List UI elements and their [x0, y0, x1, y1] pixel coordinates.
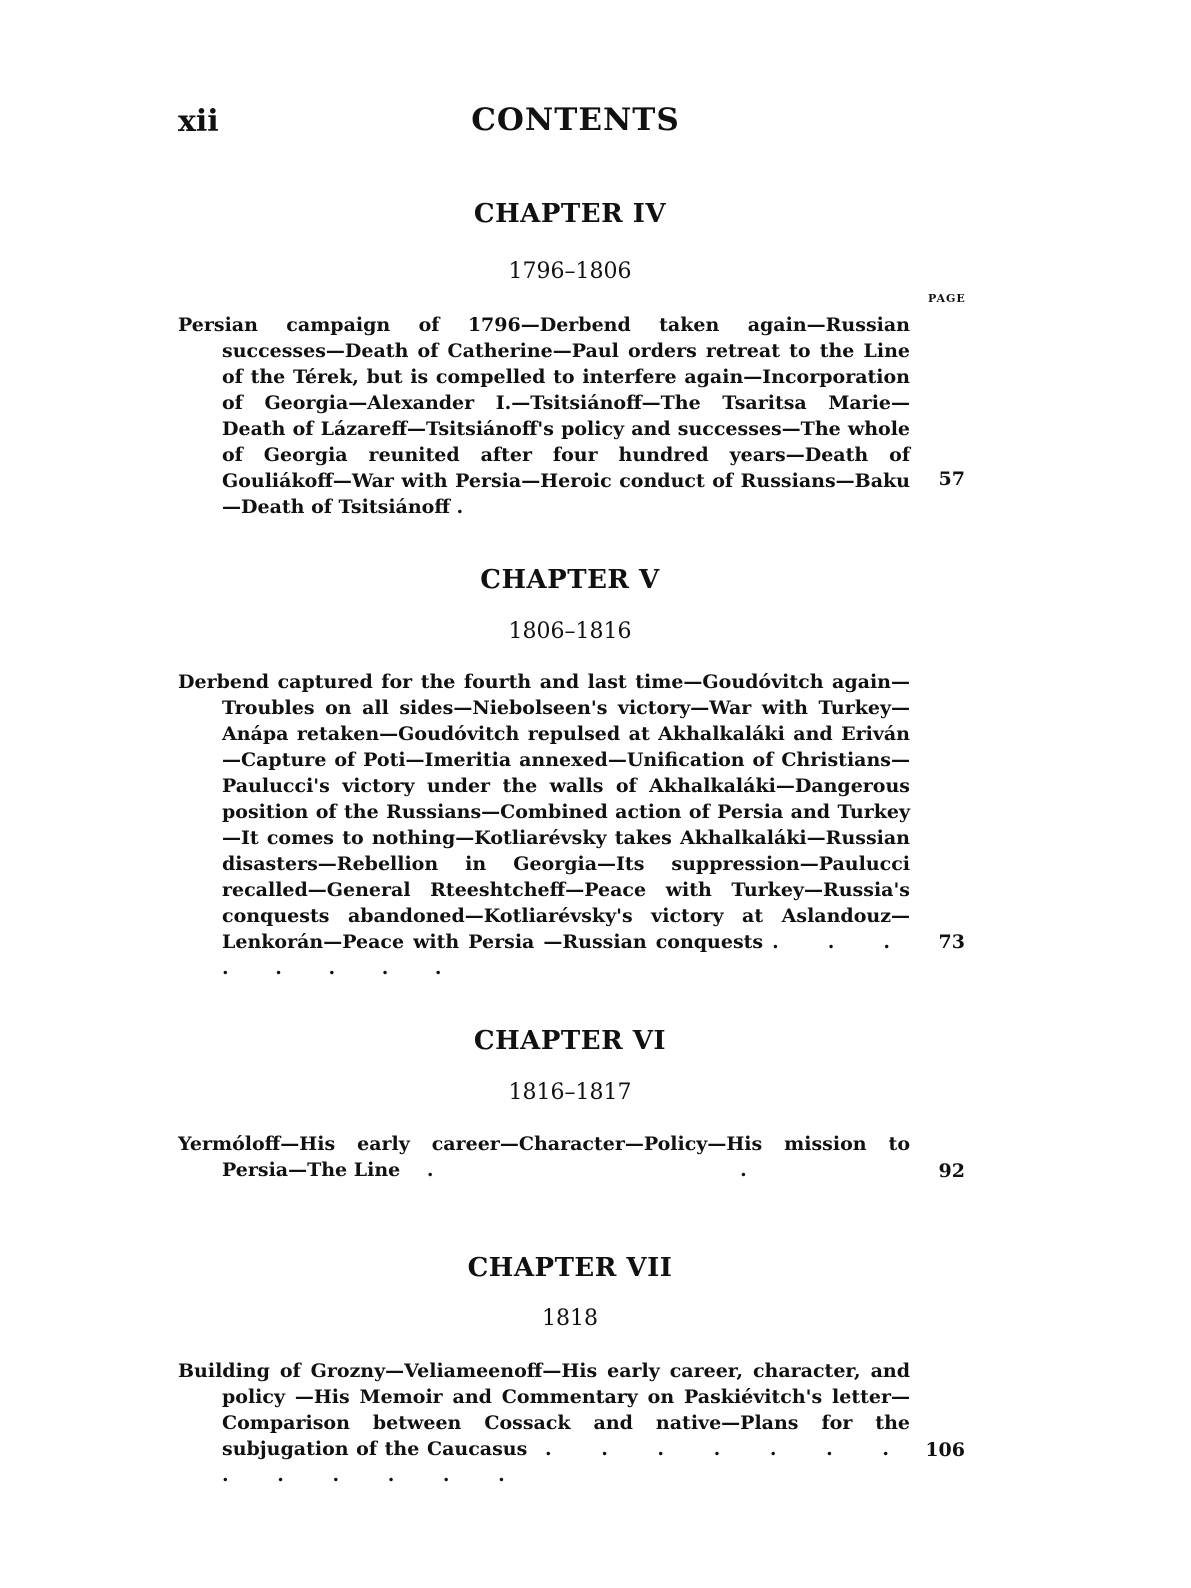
- chapter-page-ref: 57: [938, 468, 965, 490]
- chapter-summary: [178, 1131, 910, 1183]
- chapter-summary: [178, 669, 910, 981]
- summary-text: Derbend captured for the fourth and last time—Goudóvitch again—Troubles on all sides—Niebolseen's victory—War with Turkey—Anápa retaken—Goudóvitch repulsed at Akhalkaláki and Eriván—Capture of Poti—Imeritia annexed—Unification of Christians—Paulucci's victory under the walls of Akhalkaláki—Dangerous position of the Russians—Combined action of Persia and Turkey—It comes to nothing—Kotliarévsky takes Akhalkaláki—Russian disasters—Rebellion in Georgia—Its suppression—Paulucci recalled—General Rteeshtcheff—Peace with Turkey—Russia's conquests abandoned—Kotliarévsky's victory at Aslandouz—Lenkorán—Peace with Persia —Russian conquests: [178, 671, 910, 953]
- running-title: CONTENTS: [471, 102, 680, 138]
- summary-text: Yermóloff—His early career—Character—Policy—His mission to Persia—The Line: [178, 1133, 910, 1181]
- chapter-page-ref: 106: [925, 1439, 965, 1461]
- chapter-title: CHAPTER IV: [473, 199, 667, 229]
- page-column-label: PAGE: [928, 292, 966, 305]
- chapter-title: CHAPTER V: [480, 565, 660, 595]
- chapter-page-ref: 92: [938, 1160, 965, 1182]
- dot-leaders: . .: [426, 1159, 897, 1181]
- chapter-title: CHAPTER VII: [467, 1253, 673, 1283]
- chapter-years: 1796–1806: [508, 259, 632, 284]
- chapter-page-ref: 73: [938, 931, 965, 953]
- summary-text: Building of Grozny—Veliameenoff—His early career, character, and policy —His Memoir and Commentary on Paskiévitch's letter—Comparison between Cossack and native—Plans for the subjugation of the Caucasus: [178, 1360, 910, 1460]
- chapter-years: 1806–1816: [508, 619, 632, 644]
- dot-leaders: . . . . . . . . . . . . .: [222, 1438, 911, 1486]
- page-number: xii: [178, 104, 219, 139]
- chapter-summary: [178, 1358, 910, 1488]
- chapter-summary: Persian campaign of 1796—Derbend taken again—Russian successes—Death of Catherine—Paul orders retreat to the Line of the Térek, but is compelled to interfere again—Incorporation of Georgia—Alexander I.—Tsitsiánoff—The Tsaritsa Marie—Death of Lázareff—Tsitsiánoff's policy and successes—The whole of Georgia reunited after four hundred years—Death of Gouliákoff—War with Persia—Heroic conduct of Russians—Baku—Death of Tsitsiánoff .: [178, 314, 910, 518]
- chapter-title: CHAPTER VI: [473, 1026, 667, 1056]
- dot-leaders: . . . . . . . .: [222, 931, 911, 979]
- chapter-years: 1818: [542, 1306, 598, 1331]
- chapter-years: 1816–1817: [508, 1080, 632, 1105]
